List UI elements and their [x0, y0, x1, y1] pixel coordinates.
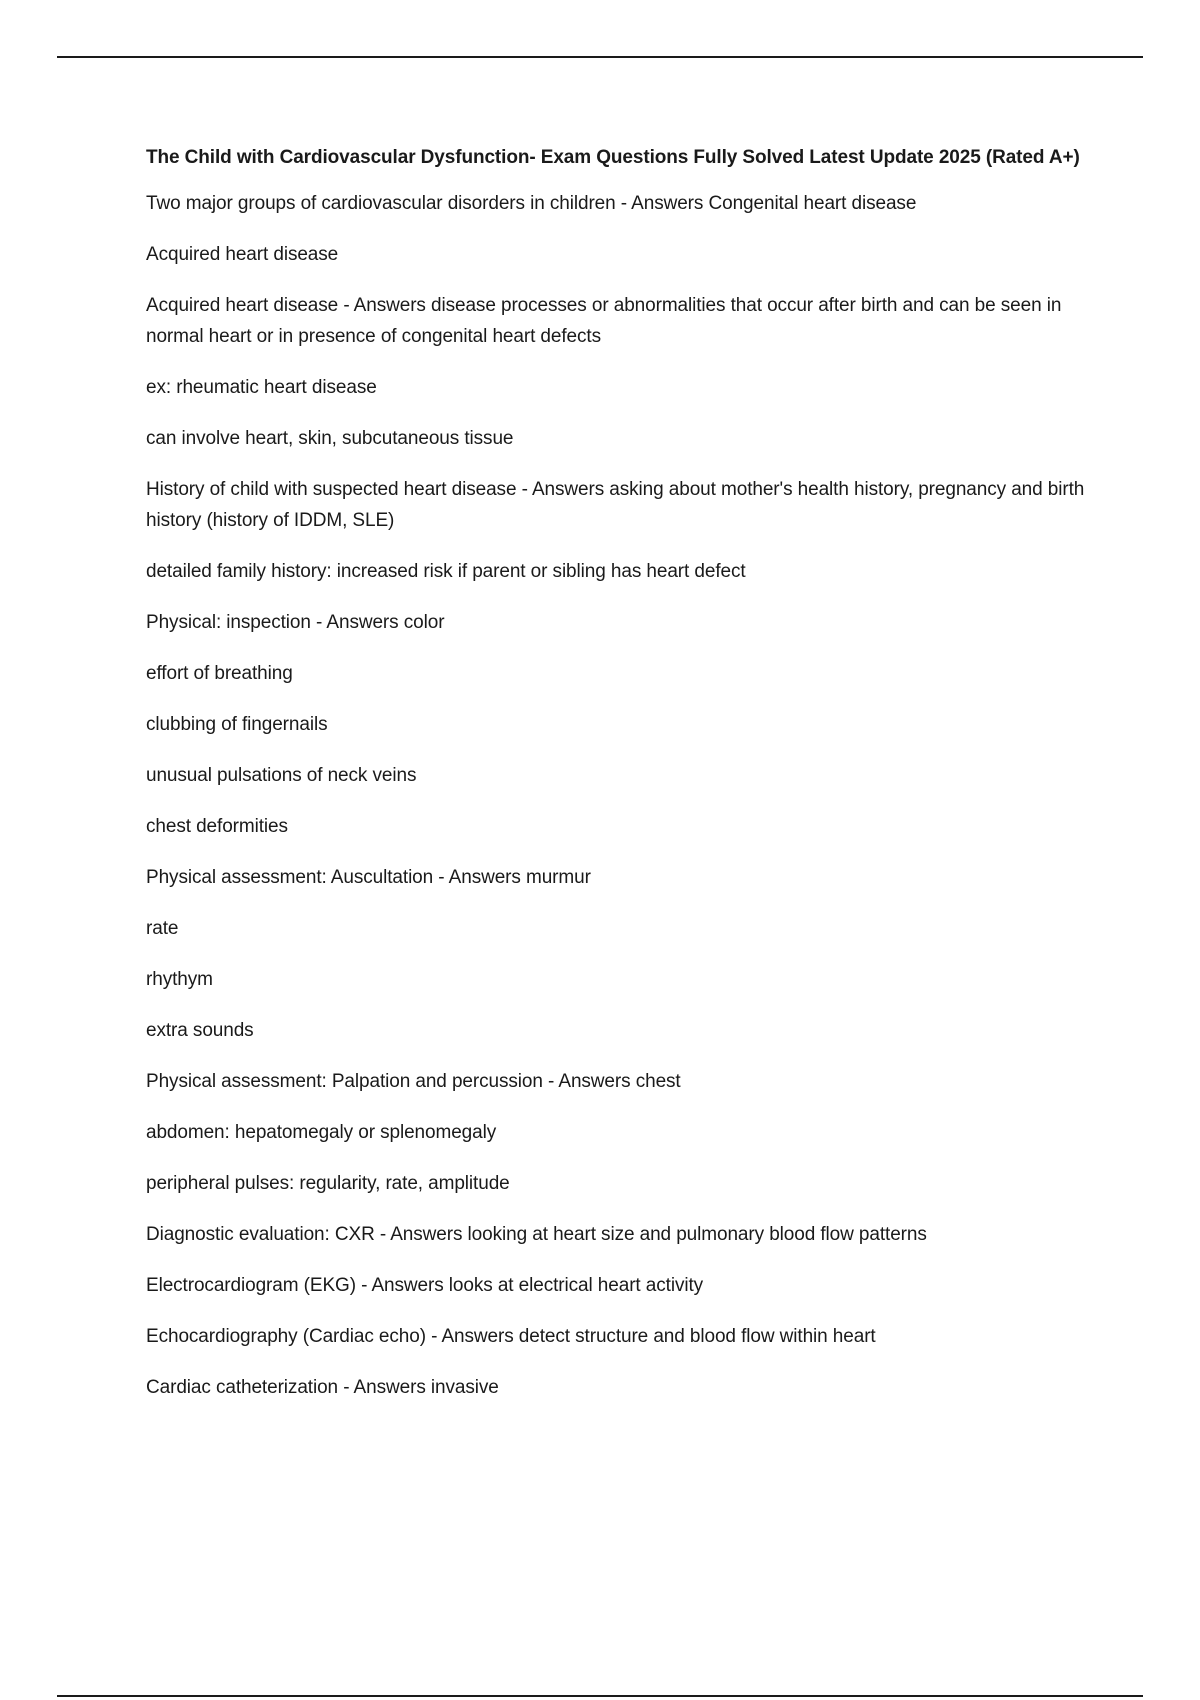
paragraph: can involve heart, skin, subcutaneous tissue: [146, 428, 514, 449]
paragraph: Acquired heart disease: [146, 244, 339, 265]
document-body: [146, 142, 1086, 1423]
paragraph: Physical assessment: Auscultation - Answers murmur: [146, 867, 591, 888]
paragraph: Physical assessment: Palpation and percussion - Answers chest: [146, 1071, 681, 1092]
paragraph: Cardiac catheterization - Answers invasive: [146, 1377, 499, 1398]
paragraph: detailed family history: increased risk if parent or sibling has heart defect: [146, 561, 746, 582]
paragraph: Physical: inspection - Answers color: [146, 612, 445, 633]
header-rule: [57, 56, 1143, 58]
paragraph: Diagnostic evaluation: CXR - Answers looking at heart size and pulmonary blood flow patterns: [146, 1224, 927, 1245]
paragraph: Electrocardiogram (EKG) - Answers looks at electrical heart activity: [146, 1275, 704, 1296]
paragraph: History of child with suspected heart disease - Answers asking about mother's health history, pregnancy and birth history (history of IDDM, SLE): [146, 479, 1085, 531]
footer-rule: [57, 1695, 1143, 1697]
paragraph: extra sounds: [146, 1020, 254, 1041]
paragraph: Two major groups of cardiovascular disorders in children - Answers Congenital heart disease: [146, 193, 917, 214]
paragraph: abdomen: hepatomegaly or splenomegaly: [146, 1122, 497, 1143]
paragraph: unusual pulsations of neck veins: [146, 765, 417, 786]
paragraph: rhythym: [146, 969, 213, 990]
paragraph: ex: rheumatic heart disease: [146, 377, 377, 398]
paragraph: effort of breathing: [146, 663, 293, 684]
paragraph: Echocardiography (Cardiac echo) - Answers detect structure and blood flow within heart: [146, 1326, 876, 1347]
paragraph: Acquired heart disease - Answers disease processes or abnormalities that occur after birth and can be seen in normal heart or in presence of congenital heart defects: [146, 295, 1062, 347]
paragraph: rate: [146, 918, 179, 939]
paragraph: clubbing of fingernails: [146, 714, 328, 735]
paragraph: chest deformities: [146, 816, 288, 837]
paragraph: peripheral pulses: regularity, rate, amplitude: [146, 1173, 510, 1194]
document-title: The Child with Cardiovascular Dysfunction- Exam Questions Fully Solved Latest Update 2025 (Rated A+): [146, 147, 1080, 168]
